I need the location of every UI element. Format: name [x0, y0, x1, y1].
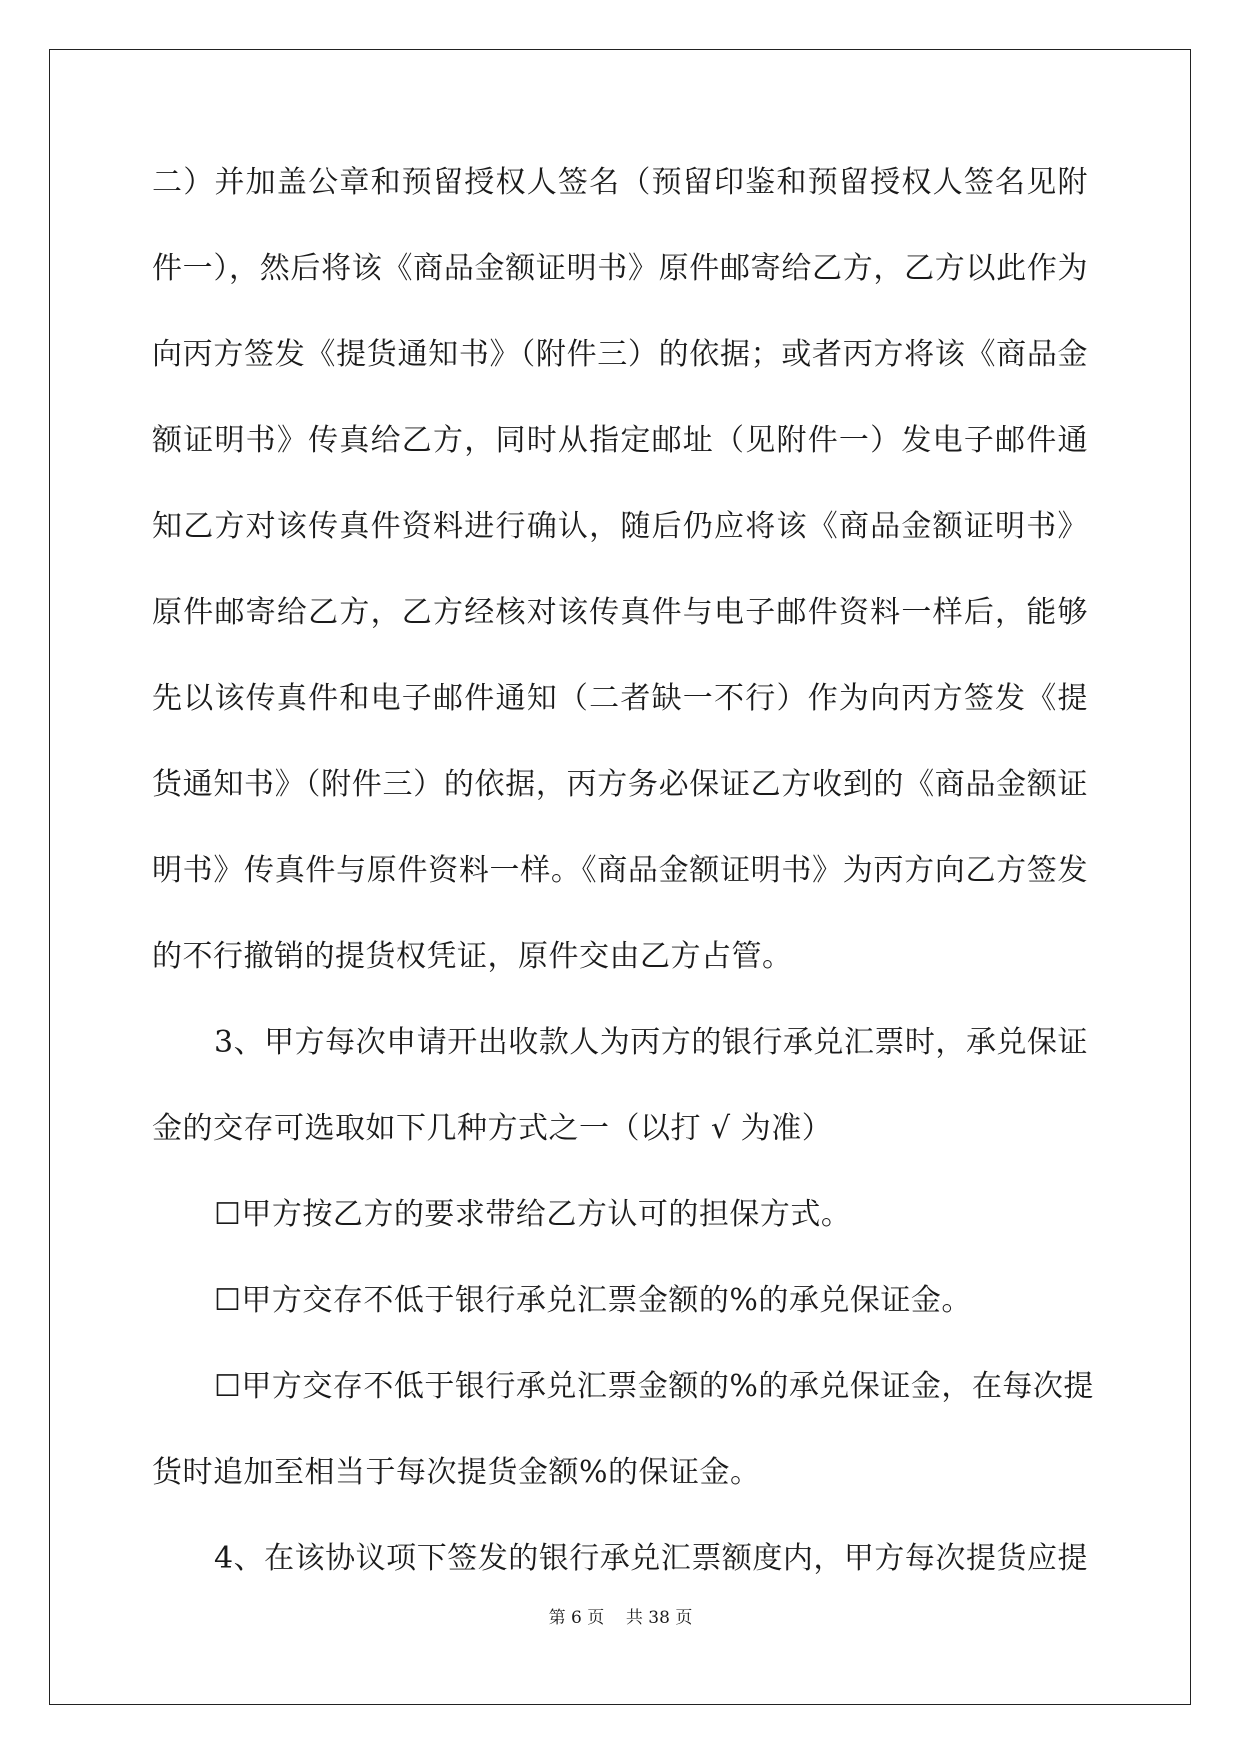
text-line: 货时追加至相当于每次提货金额%的保证金。	[152, 1455, 761, 1490]
text-line: 二）并加盖公章和预留授权人签名（预留印鉴和预留授权人签名见附	[152, 165, 1088, 200]
text-line: 的不行撤销的提货权凭证，原件交由乙方占管。	[152, 939, 793, 974]
checkbox-option-deposit-topup: ☐甲方交存不低于银行承兑汇票金额的%的承兑保证金，在每次提	[214, 1369, 1094, 1404]
text-line: 先以该传真件和电子邮件通知（二者缺一不行）作为向丙方签发《提	[152, 681, 1088, 716]
document-body	[152, 158, 1094, 1620]
text-line: 原件邮寄给乙方，乙方经核对该传真件与电子邮件资料一样后，能够	[152, 595, 1088, 630]
page-number-footer: 第 6 页 共 38 页	[548, 1608, 693, 1628]
checkbox-option-deposit: ☐甲方交存不低于银行承兑汇票金额的%的承兑保证金。	[214, 1283, 972, 1318]
paragraph-4-start: 4、在该协议项下签发的银行承兑汇票额度内，甲方每次提货应提	[214, 1541, 1088, 1576]
text-line: 货通知书》（附件三）的依据，丙方务必保证乙方收到的《商品金额证	[152, 767, 1088, 802]
checkbox-option-guarantee: ☐甲方按乙方的要求带给乙方认可的担保方式。	[214, 1197, 852, 1232]
text-line: 明书》传真件与原件资料一样。《商品金额证明书》为丙方向乙方签发	[152, 853, 1088, 888]
text-line: 额证明书》传真给乙方，同时从指定邮址（见附件一）发电子邮件通	[152, 423, 1088, 458]
text-line: 件一），然后将该《商品金额证明书》原件邮寄给乙方，乙方以此作为	[152, 251, 1088, 286]
text-line: 金的交存可选取如下几种方式之一（以打 √ 为准）	[152, 1111, 833, 1146]
text-line: 向丙方签发《提货通知书》（附件三）的依据；或者丙方将该《商品金	[152, 337, 1088, 372]
paragraph-3-start: 3、甲方每次申请开出收款人为丙方的银行承兑汇票时，承兑保证	[214, 1025, 1088, 1060]
text-line: 知乙方对该传真件资料进行确认，随后仍应将该《商品金额证明书》	[152, 509, 1088, 544]
